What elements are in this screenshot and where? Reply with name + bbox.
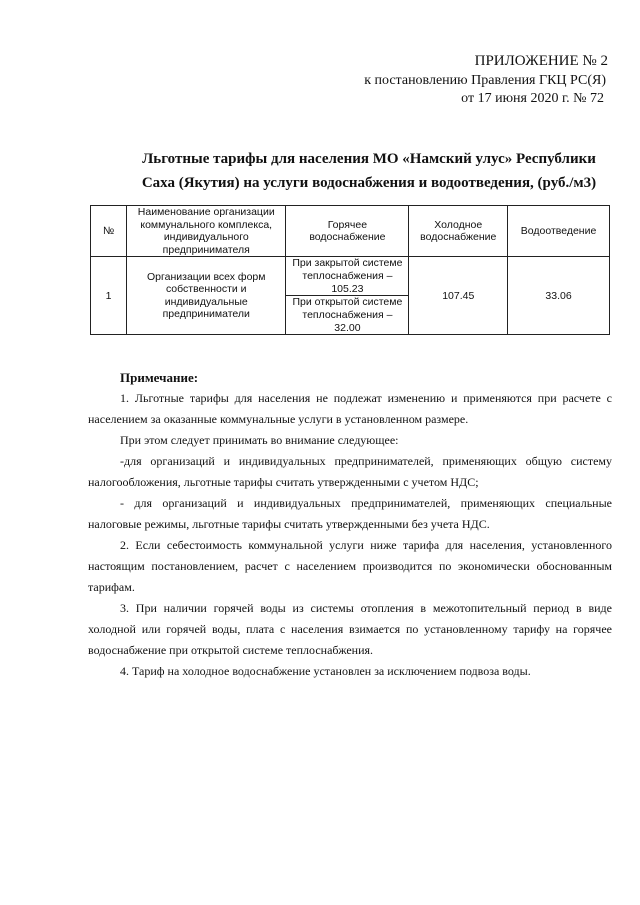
cell-num: 1 [91,257,127,335]
title-line-1: Льготные тарифы для населения МО «Намский улус» Республики [142,151,596,167]
note-paragraph: При этом следует принимать во внимание следующее: [120,433,399,447]
title-line-2: Саха (Якутия) на услуги водоснабжения и водоотведения, (руб./м3) [141,175,597,191]
notes-section [88,367,612,682]
note-paragraph: - для организаций и индивидуальных предпринимателей, применяющих специальные налоговые режимы, льготные тарифы считать утвержденными без учета НДС. [88,496,612,531]
note-paragraph: 3. При наличии горячей воды из системы отопления в межотопительный период в виде холодной или горячей воды, плата с населения взимается по установленному тарифу на горячее водоснабжение при открытой системе теплоснабжения. [88,601,612,657]
appendix-header [364,52,608,108]
appendix-number: ПРИЛОЖЕНИЕ № 2 [474,53,608,69]
appendix-resolution: к постановлению Правления ГКЦ РС(Я) [364,72,606,88]
table-header-row [91,206,610,257]
tariff-table [90,205,610,335]
cell-drainage: 33.06 [508,257,610,335]
header-num: № [91,206,127,257]
header-hot-water: Горячее водоснабжение [286,206,409,257]
note-paragraph: 2. Если себестоимость коммунальной услуги ниже тарифа для населения, установленного настоящим постановлением, расчет с населением производится по экономически обоснованным тарифам. [88,538,612,594]
note-paragraph: 4. Тариф на холодное водоснабжение установлен за исключением подвоза воды. [120,664,531,678]
appendix-date: от 17 июня 2020 г. № 72 [461,90,604,106]
header-organization: Наименование организации коммунального комплекса, индивидуального предпринимателя [127,206,286,257]
header-drainage: Водоотведение [508,206,610,257]
note-paragraph: -для организаций и индивидуальных предпринимателей, применяющих общую систему налогообложения, льготные тарифы считать утвержденными с учетом НДС; [88,454,612,489]
table-row [91,257,610,296]
cell-hot-closed: При закрытой системе теплоснабжения – 105.23 [286,257,409,296]
note-paragraph: 1. Льготные тарифы для населения не подлежат изменению и применяются при расчете с населением за оказанные коммунальные услуги в установленном размере. [88,391,612,426]
header-cold-water: Холодное водоснабжение [409,206,508,257]
cell-hot-open: При открытой системе теплоснабжения – 32.00 [286,296,409,335]
cell-organization: Организации всех форм собственности и индивидуальные предприниматели [127,257,286,335]
document-title [118,147,620,195]
notes-heading: Примечание: [120,370,199,385]
cell-cold-water: 107.45 [409,257,508,335]
